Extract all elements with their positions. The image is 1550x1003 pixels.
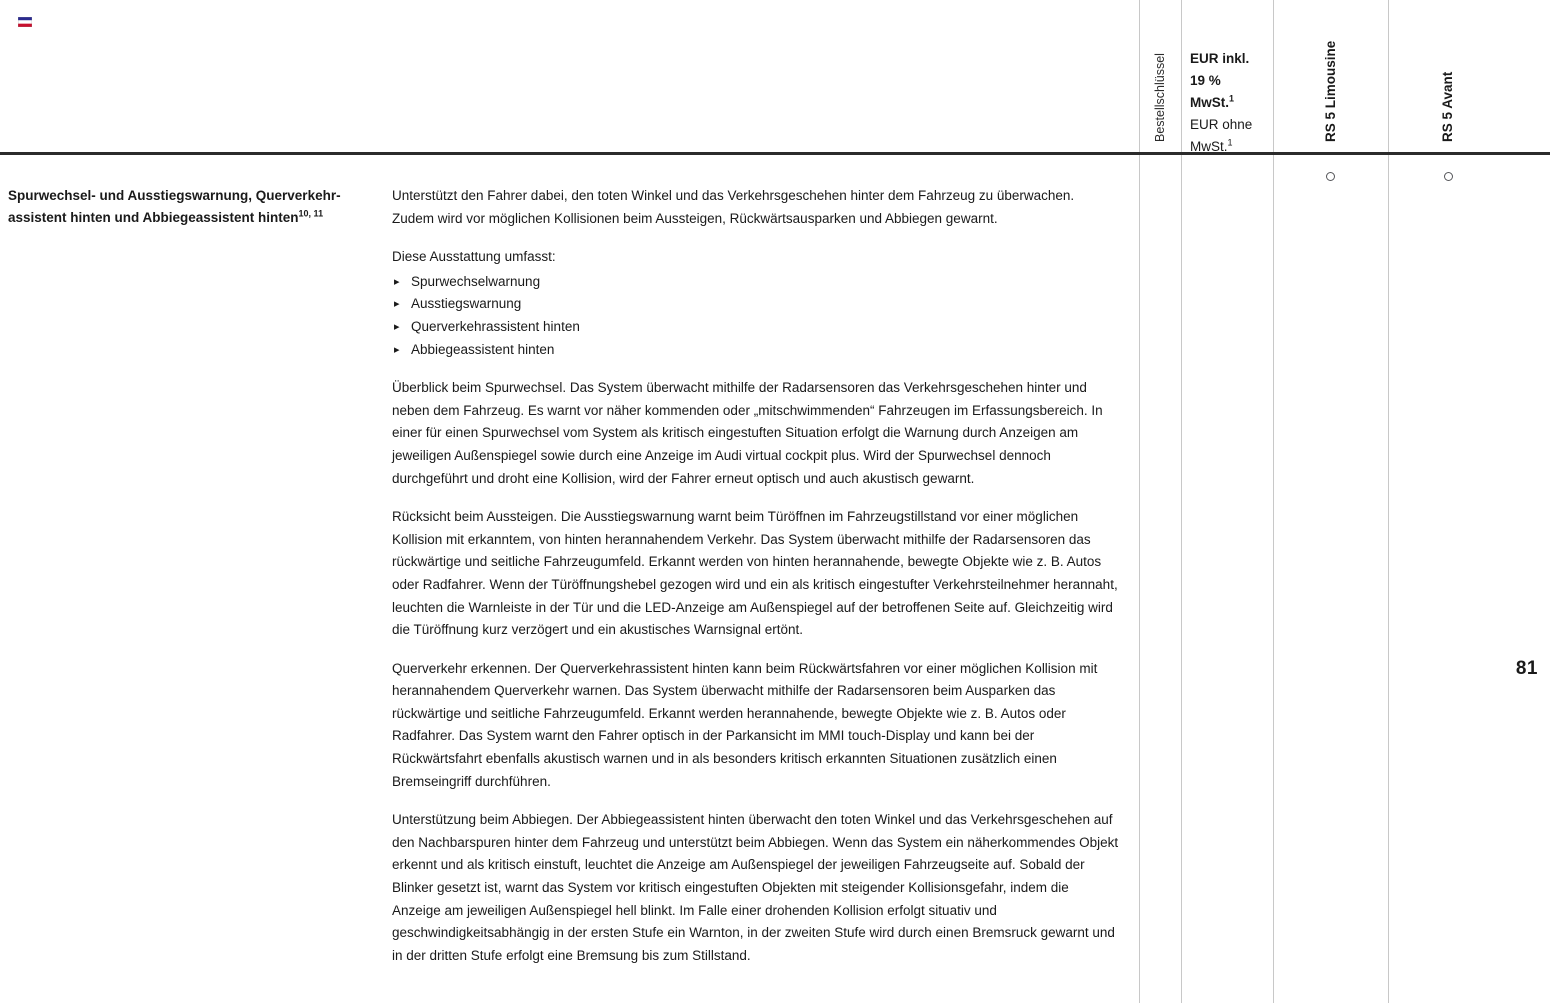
row-title-text: Spurwechsel- und Ausstiegswarnung, Querverkehrassistent hinten und Abbiegeassistent hinten: [8, 188, 341, 225]
row-title: [0, 155, 392, 1003]
footnote-marker: 1: [1227, 137, 1233, 148]
description-intro: Unterstützt den Fahrer dabei, den toten Winkel und das Verkehrsgeschehen hinter dem Fahrzeug zu überwachen. Zudem wird vor möglichen Kollisionen beim Aussteigen, Rückwärtsausparken und Abbiegen gewarnt.: [392, 188, 1075, 226]
table-row: [0, 155, 1550, 1003]
header-price-column: [1182, 0, 1274, 152]
row-availability-avant: [1389, 155, 1508, 1003]
list-item: ▸ Querverkehrassistent hinten: [392, 316, 1119, 339]
header-price-incl: EUR inkl. 19 % MwSt.$^1$: [1190, 51, 1250, 110]
row-order-key: [1140, 155, 1182, 1003]
header-model-column-avant: [1389, 0, 1508, 152]
table-header: [0, 0, 1550, 155]
row-price: [1182, 155, 1274, 1003]
header-model-label: RS 5 Limousine: [1323, 40, 1338, 142]
list-item: ▸ Spurwechselwarnung: [392, 271, 1119, 294]
description-paragraph: Rücksicht beim Aussteigen. Die Ausstiegswarnung warnt beim Türöffnen im Fahrzeugstillstand vor einer möglichen Kollision mit erkanntem, von hinten herannahendem Verkehr. Das System überwacht mithilfe der Radarsensoren das rückwärtige und seitliche Fahrzeugumfeld. Erkannt werden von hinten herannahende, bewegte Objekte wie z. B. Autos oder Radfahrer. Wenn der Türöffnungshebel gezogen wird und ein als kritisch eingestufter Verkehrsteilnehmer herannaht, leuchten die Warnleiste in der Tür und die LED-Anzeige am Außenspiegel auf der betroffenen Seite auf. Gleichzeitig wird die Türöffnung kurz verzögert und ein akustisches Warnsignal ertönt.: [392, 509, 1118, 638]
header-description-column: [0, 0, 1140, 152]
description-paragraph: Querverkehr erkennen. Der Querverkehrassistent hinten kann beim Rückwärtsfahren vor einer möglichen Kollision mit herannahendem Querverkehr warnen. Das System überwacht mithilfe der Radarsensoren beim Ausparken das rückwärtige und seitliche Fahrzeugumfeld. Erkannt werden herannahende, bewegte Objekte wie z. B. Autos oder Radfahrer. Das System warnt den Fahrer optisch in der Parkansicht im MMI touch-Display und kann bei der Rückwärtsfahrt ebenfalls akustisch warnen und in als besonders kritisch erkannten Situationen zusätzlich einen Bremseingriff durchführen.: [392, 660, 1098, 789]
description-paragraph: Überblick beim Spurwechsel. Das System überwacht mithilfe der Radarsensoren das Verkehrsgeschehen hinter und neben dem Fahrzeug. Es warnt vor näher kommenden oder „mitschwimmenden“ Fahrzeugen im Erfassungsbereich. In einer für einen Spurwechsel vom System als kritisch eingestuften Situation erfolgt die Warnung durch Anzeigen am jeweiligen Außenspiegel sowie durch eine Anzeige im Audi virtual cockpit plus. Wird der Spurwechsel dennoch durchgeführt und droht eine Kollision, wird der Fahrer erneut optisch und auch akustisch gewarnt.: [392, 380, 1103, 486]
header-price-excl: EUR ohne MwSt.$^1$: [1190, 117, 1253, 154]
header-model-column-limousine: [1274, 0, 1389, 152]
circle-empty-icon: [1444, 172, 1453, 181]
row-availability-limousine: [1274, 155, 1389, 1003]
flag-icon: [18, 17, 32, 27]
page-number: 81: [1515, 658, 1538, 679]
circle-empty-icon: [1326, 172, 1335, 181]
list-item: ▸ Abbiegeassistent hinten: [392, 339, 1119, 362]
description-list-intro: Diese Ausstattung umfasst:: [392, 249, 556, 265]
header-order-key-label: Bestellschlüssel: [1153, 53, 1167, 142]
header-order-key-column: [1140, 0, 1182, 152]
footnote-marker: 1: [1229, 93, 1235, 104]
header-model-label: RS 5 Avant: [1440, 71, 1455, 142]
row-description: [392, 155, 1140, 1003]
description-paragraph: Unterstützung beim Abbiegen. Der Abbiegeassistent hinten überwacht den toten Winkel und das Verkehrsgeschehen auf den Nachbarspuren hinter dem Fahrzeug und unterstützt beim Abbiegen. Wenn das System ein näherkommendes Objekt erkennt und als kritisch einstuft, leuchtet die Anzeige am Außenspiegel der jeweiligen Fahrzeugseite auf. Sobald der Blinker gesetzt ist, warnt das System vor kritisch eingestuften Objekten mit steigender Kollisionsgefahr, indem die Anzeige am jeweiligen Außenspiegel hell blinkt. Im Falle einer drohenden Kollision erfolgt situativ und geschwindigkeitsabhängig in der ersten Stufe ein Warnton, in der zweiten Stufe wird durch einen Bremsruck gewarnt und in der dritten Stufe erfolgt eine Bremsung bis zum Stillstand.: [392, 812, 1119, 963]
feature-list: [392, 271, 1119, 361]
footnote-marker: 10, 11: [298, 208, 324, 218]
list-item: ▸ Ausstiegswarnung: [392, 293, 1119, 316]
